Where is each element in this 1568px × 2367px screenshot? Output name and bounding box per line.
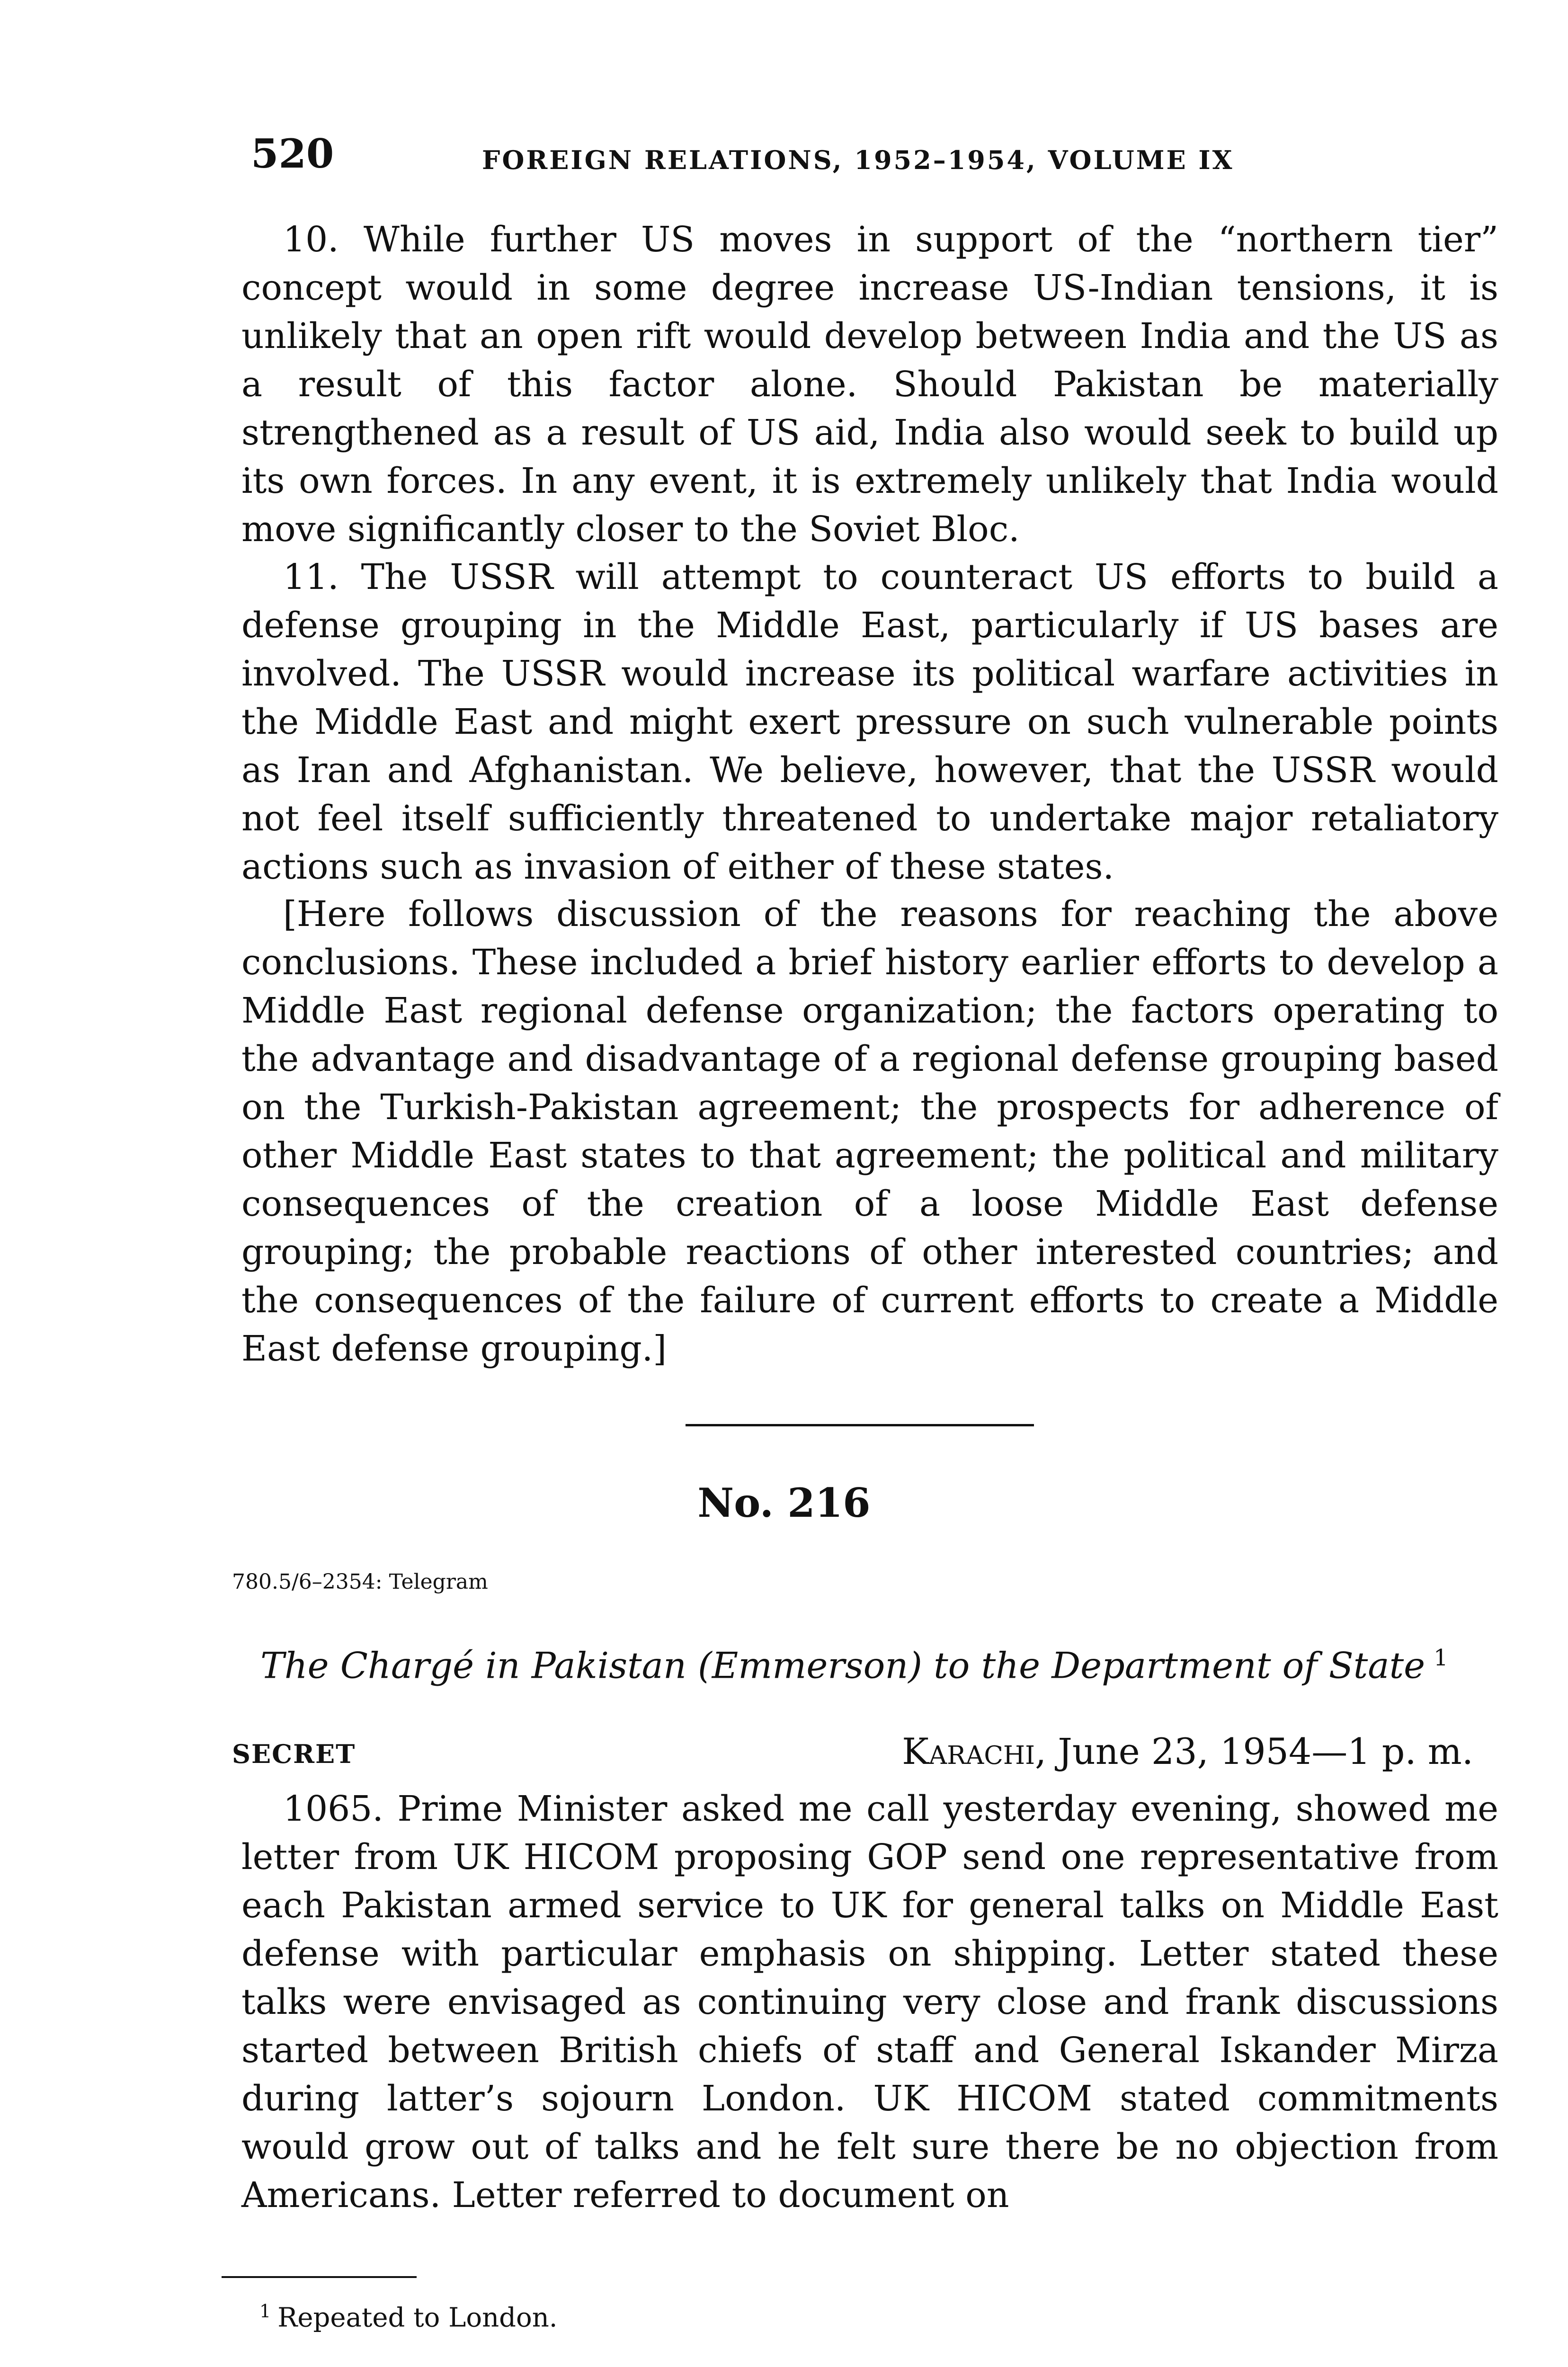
paragraph-text: [Here follows discussion of the reasons for reaching the above conclusions. These included a brief history earlier efforts to develop a Middle East regional defense organization; the factors operating to the advantage and disadvantage of a regional defense grouping based on the Turkish-Pakistan agreement; the prospects for adherence of other Middle East states to that agreement; the political and military consequences of the creation of a loose Middle East defense grouping; the probable reactions of other interested countries; and the consequences of the failure of current efforts to create a Middle East defense grouping.] (241, 894, 1498, 1369)
telegram-body (241, 1785, 1498, 2219)
page-number: 520 (251, 130, 334, 177)
paragraph-11 (241, 553, 1498, 891)
classification-label: SECRET (232, 1739, 356, 1769)
dateline-city: Karachi, (902, 1730, 1047, 1772)
footnote-text: Repeated to London. (277, 2302, 558, 2333)
document-title (260, 1633, 1515, 1690)
title-footnote-mark: 1 (1434, 1645, 1448, 1671)
file-reference: 780.5/6–2354: Telegram (232, 1570, 488, 1594)
paragraph-text: 11. The USSR will attempt to counteract US efforts to build a defense grouping in the Middle East, particularly if US bases are involved. The USSR would increase its political warfare activities in the Middle East and might exert pressure on such vulnerable points as Iran and Afghanistan. We believe, however, that the USSR would not feel itself sufficiently threatened to undertake major retaliatory actions such as invasion of either of these states. (241, 557, 1498, 887)
document-title-text: The Chargé in Pakistan (Emmerson) to the Department of State (260, 1644, 1425, 1687)
running-head: FOREIGN RELATIONS, 1952–1954, VOLUME IX (482, 145, 1234, 175)
footnote (259, 2291, 558, 2338)
paragraph-text: 10. While further US moves in support of the “northern tier” concept would in some degree increase US-Indian tensions, it is unlikely that an open rift would develop between India and the US as a result of this factor alone. Should Pakistan be materially strengthened as a result of US aid, India also would seek to build up its own forces. In any event, it is extremely unlikely that India would move significantly closer to the Soviet Bloc. (241, 219, 1498, 550)
footnote-mark: 1 (259, 2301, 271, 2322)
document-number: No. 216 (697, 1479, 871, 1526)
footnote-divider (222, 2276, 417, 2278)
paragraph-10 (241, 215, 1498, 553)
dateline-date: June 23, 1954—1 p. m. (1046, 1730, 1473, 1772)
dateline (902, 1727, 1473, 1776)
section-divider (686, 1424, 1034, 1426)
editorial-note (241, 890, 1498, 1373)
paragraph-text: 1065. Prime Minister asked me call yesterday evening, showed me letter from UK HICOM proposing GOP send one representative from each Pakistan armed service to UK for general talks on Middle East defense with particular emphasis on shipping. Letter stated these talks were envisaged as continuing very close and frank discussions started between British chiefs of staff and General Iskander Mirza during latter’s sojourn London. UK HICOM stated commitments would grow out of talks and he felt sure there be no objection from Americans. Letter referred to document on (241, 1789, 1498, 2216)
page-header (251, 128, 1529, 185)
